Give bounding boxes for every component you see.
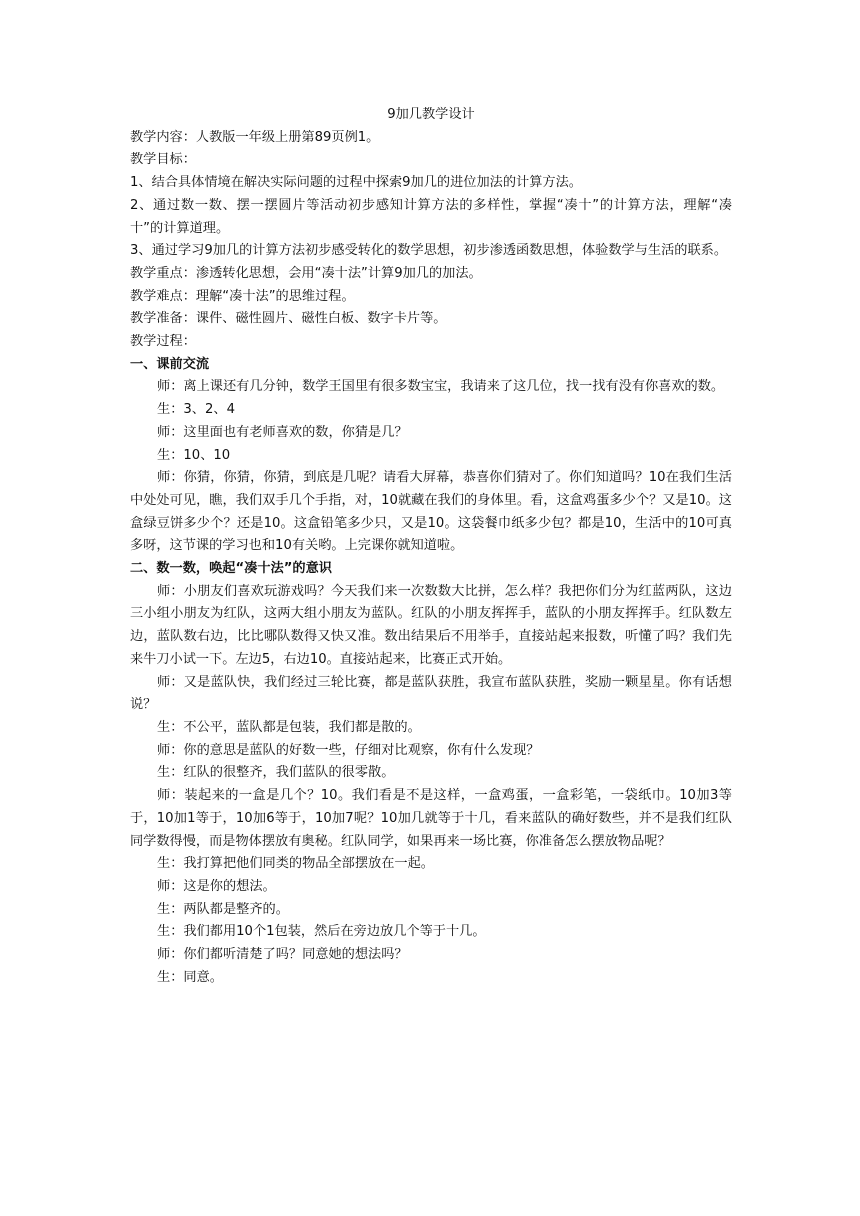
dialogue-line: 师：装起来的一盒是几个？10。我们看是不是这样，一盒鸡蛋，一盒彩笔，一袋纸巾。10加3等于，10加1等于，10加6等于，10加7呢？10加几就等于十几，看来蓝队的确好数些，并不是我们红队同学数得慢，而是物体摆放有奥秘。红队同学，如果再来一场比赛，你准备怎么摆放物品呢？	[130, 788, 732, 849]
dialogue-line: 生：我们都用10个1包装，然后在旁边放几个等于十几。	[157, 924, 486, 940]
text-line: 教学重点：渗透转化思想，会用“凑十法”计算9加几的加法。	[130, 265, 482, 281]
text-line: 教学准备：课件、磁性圆片、磁性白板、数字卡片等。	[130, 311, 447, 327]
dialogue-line: 师：你们都听清楚了吗？同意她的想法吗？	[157, 947, 408, 963]
dialogue-line: 生：同意。	[157, 969, 223, 985]
dialogue-line: 师：你的意思是蓝队的好数一些，仔细对比观察，你有什么发现？	[157, 742, 540, 758]
dialogue-line: 生：我打算把他们同类的物品全部摆放在一起。	[157, 856, 434, 872]
paragraph: 1、结合具体情境在解决实际问题的过程中探索9加几的进位加法的计算方法。	[130, 175, 582, 191]
document-body	[130, 127, 732, 990]
dialogue-line: 生：3、2、4	[157, 402, 235, 418]
dialogue-line: 师：你猜，你猜，你猜，到底是几呢？请看大屏幕，恭喜你们猜对了。你们知道吗？10在我们生活中处处可见，瞧，我们双手几个手指，对，10就藏在我们的身体里。看，这盒鸡蛋多少个？又是10。这盒绿豆饼多少个？还是10。这盒铅笔多少只，又是10。这袋餐巾纸多少包？都是10，生活中的10可真多呀，这节课的学习也和10有关哟。上完课你就知道啦。	[130, 470, 732, 554]
text-line: 教学过程：	[130, 334, 196, 350]
paragraph: 2、通过数一数、摆一摆圆片等活动初步感知计算方法的多样性，掌握“凑十”的计算方法，理解“凑十”的计算道理。	[130, 197, 732, 236]
dialogue-line: 生：红队的很整齐，我们蓝队的很零散。	[157, 765, 395, 781]
document-page	[130, 104, 732, 989]
dialogue-line: 生：不公平，蓝队都是包装，我们都是散的。	[157, 719, 421, 735]
document-title: 9加几教学设计	[387, 107, 475, 122]
paragraph: 3、通过学习9加几的计算方法初步感受转化的数学思想，初步渗透函数思想，体验数学与生活的联系。	[130, 243, 728, 259]
dialogue-line: 师：又是蓝队快，我们经过三轮比赛，都是蓝队获胜，我宣布蓝队获胜，奖励一颗星星。你有话想说？	[130, 674, 732, 713]
dialogue-line: 师：这是你的想法。	[157, 878, 276, 894]
text-line: 教学内容：人教版一年级上册第89页例1。	[130, 129, 380, 145]
dialogue-line: 师：离上课还有几分钟，数学王国里有很多数宝宝，我请来了这几位，找一找有没有你喜欢的数。	[157, 379, 725, 395]
dialogue-line: 生：10、10	[157, 447, 231, 463]
section-heading: 二、数一数，唤起“凑十法”的意识	[130, 561, 332, 577]
dialogue-line: 生：两队都是整齐的。	[157, 901, 289, 917]
text-line: 教学目标：	[130, 152, 196, 168]
dialogue-line: 师：这里面也有老师喜欢的数，你猜是几？	[157, 424, 408, 440]
dialogue-line: 师：小朋友们喜欢玩游戏吗？今天我们来一次数数大比拼，怎么样？我把你们分为红蓝两队，这边三小组小朋友为红队，这两大组小朋友为蓝队。红队的小朋友挥挥手，蓝队的小朋友挥挥手。红队数左边，蓝队数右边，比比哪队数得又快又准。数出结果后不用举手，直接站起来报数，听懂了吗？我们先来牛刀小试一下。左边5，右边10。直接站起来，比赛正式开始。	[130, 583, 732, 667]
text-line: 教学难点：理解“凑十法”的思维过程。	[130, 288, 355, 304]
section-heading: 一、课前交流	[130, 356, 210, 372]
